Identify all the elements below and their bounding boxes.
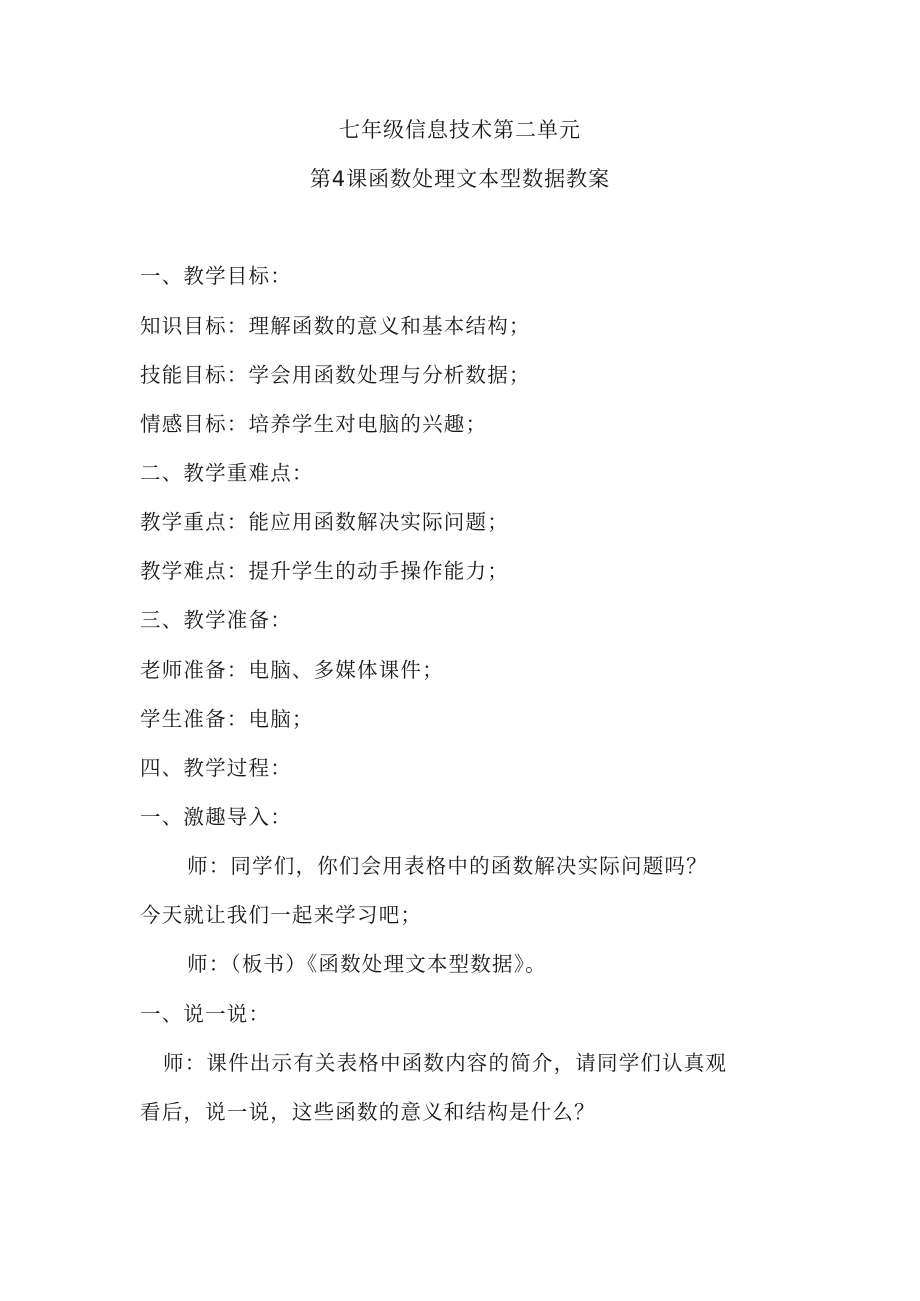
- subsection-heading-introduction: 一、激趣导入：: [140, 805, 292, 829]
- paragraph-teacher-question-cont: 今天就让我们一起来学习吧；: [140, 903, 423, 927]
- document-title-lesson: 第4课函数处理文本型数据教案: [309, 167, 611, 191]
- section-heading-process: 四、教学过程：: [140, 756, 292, 780]
- paragraph-courseware-cont: 看后，说一说，这些函数的意义和结构是什么？: [140, 1100, 596, 1124]
- section-heading-preparation: 三、教学准备：: [140, 608, 292, 632]
- paragraph-student-preparation: 学生准备：电脑；: [140, 707, 314, 731]
- paragraph-courseware: 师：课件出示有关表格中函数内容的简介，请同学们认真观: [163, 1051, 728, 1075]
- paragraph-blackboard: 师：（板书）《函数处理文本型数据》。: [187, 952, 547, 976]
- paragraph-skill-objective: 技能目标：学会用函数处理与分析数据；: [140, 363, 531, 387]
- paragraph-difficult-point: 教学难点：提升学生的动手操作能力；: [140, 559, 509, 583]
- section-heading-objectives: 一、教学目标：: [140, 264, 292, 288]
- paragraph-emotion-objective: 情感目标：培养学生对电脑的兴趣；: [140, 412, 488, 436]
- paragraph-teacher-question: 师：同学们，你们会用表格中的函数解决实际问题吗？: [187, 854, 708, 878]
- paragraph-key-point: 教学重点：能应用函数解决实际问题；: [140, 510, 509, 534]
- paragraph-knowledge-objective: 知识目标：理解函数的意义和基本结构；: [140, 314, 531, 338]
- paragraph-teacher-preparation: 老师准备：电脑、多媒体课件；: [140, 658, 444, 682]
- section-heading-key-points: 二、教学重难点：: [140, 461, 314, 485]
- subsection-heading-discussion: 一、说一说：: [140, 1002, 271, 1026]
- document-title-unit: 七年级信息技术第二单元: [339, 118, 581, 142]
